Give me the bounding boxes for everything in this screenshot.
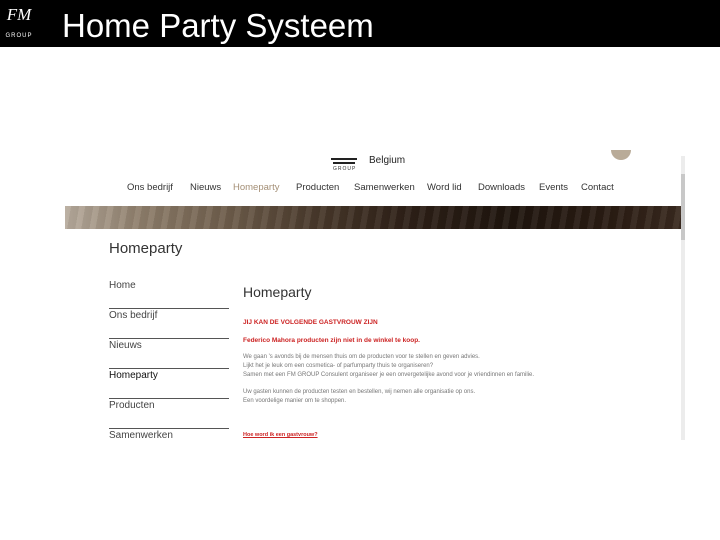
nav-item-contact[interactable]: Contact [581, 182, 614, 193]
site-logo[interactable] [331, 152, 451, 174]
logo-subtitle: GROUP [5, 33, 33, 39]
slide-title: Home Party Systeem [62, 7, 374, 44]
sidebar-item-samenwerken[interactable] [109, 430, 229, 440]
content-text-line: We gaan 's avonds bij de mensen thuis om de producten voor te stellen en geven advies. [243, 354, 480, 360]
main-navigation [65, 182, 685, 200]
sidebar-item-nieuws[interactable] [109, 340, 229, 369]
section-title: Homeparty [109, 240, 183, 257]
logo-mark: FM [6, 5, 32, 24]
website-screenshot [65, 150, 685, 440]
sidebar-item-home[interactable] [109, 280, 229, 309]
slide-header [0, 0, 720, 47]
content-text-line: Lijkt het je leuk om een cosmetica- of parfumparty thuis te organiseren? [243, 363, 434, 369]
sidebar-item-label: Producten [109, 400, 155, 411]
content-text-line: Samen met een FM GROUP Consulent organiseer je een onvergetelijke avond voor je vriendinnen en familie. [243, 372, 535, 378]
scrollbar-thumb[interactable] [681, 174, 685, 240]
site-logo-subtitle: GROUP [333, 166, 357, 172]
sidebar-item-label: Nieuws [109, 340, 142, 351]
nav-item-events[interactable]: Events [539, 182, 569, 193]
sidebar-item-producten[interactable] [109, 400, 229, 429]
nav-item-nieuws[interactable]: Nieuws [190, 182, 222, 193]
content-text-line: Uw gasten kunnen de producten testen en bestellen, wij nemen alle organisatie op ons. [243, 389, 476, 395]
sidebar-item-label: Home [109, 280, 136, 291]
content-heading: JIJ KAN DE VOLGENDE GASTVROUW ZIJN [243, 319, 378, 326]
sidebar-item-ons-bedrijf[interactable] [109, 310, 229, 339]
decorative-arc-icon [611, 150, 631, 160]
nav-item-ons-bedrijf[interactable]: Ons bedrijf [127, 182, 173, 193]
sidebar-item-label: Homeparty [109, 370, 158, 381]
nav-item-word-lid[interactable]: Word lid [427, 182, 462, 193]
content-subheading: Federico Mahora producten zijn niet in de winkel te koop. [243, 337, 420, 344]
nav-item-homeparty[interactable]: Homeparty [233, 182, 280, 193]
sidebar-item-homeparty[interactable] [109, 370, 229, 399]
site-logo-text: Belgium [369, 155, 406, 166]
content-title: Homeparty [243, 284, 312, 300]
gastvrouw-link[interactable]: Hoe word ik een gastvrouw? [243, 432, 318, 438]
header-banner-image [65, 206, 685, 229]
sidebar-item-label: Samenwerken [109, 430, 173, 440]
sidebar-item-label: Ons bedrijf [109, 310, 158, 321]
nav-item-samenwerken[interactable]: Samenwerken [354, 182, 415, 193]
fm-group-logo [4, 4, 34, 42]
content-text-line: Een voordelige manier om te shoppen. [243, 398, 347, 404]
nav-item-producten[interactable]: Producten [296, 182, 340, 193]
nav-item-downloads[interactable]: Downloads [478, 182, 525, 193]
